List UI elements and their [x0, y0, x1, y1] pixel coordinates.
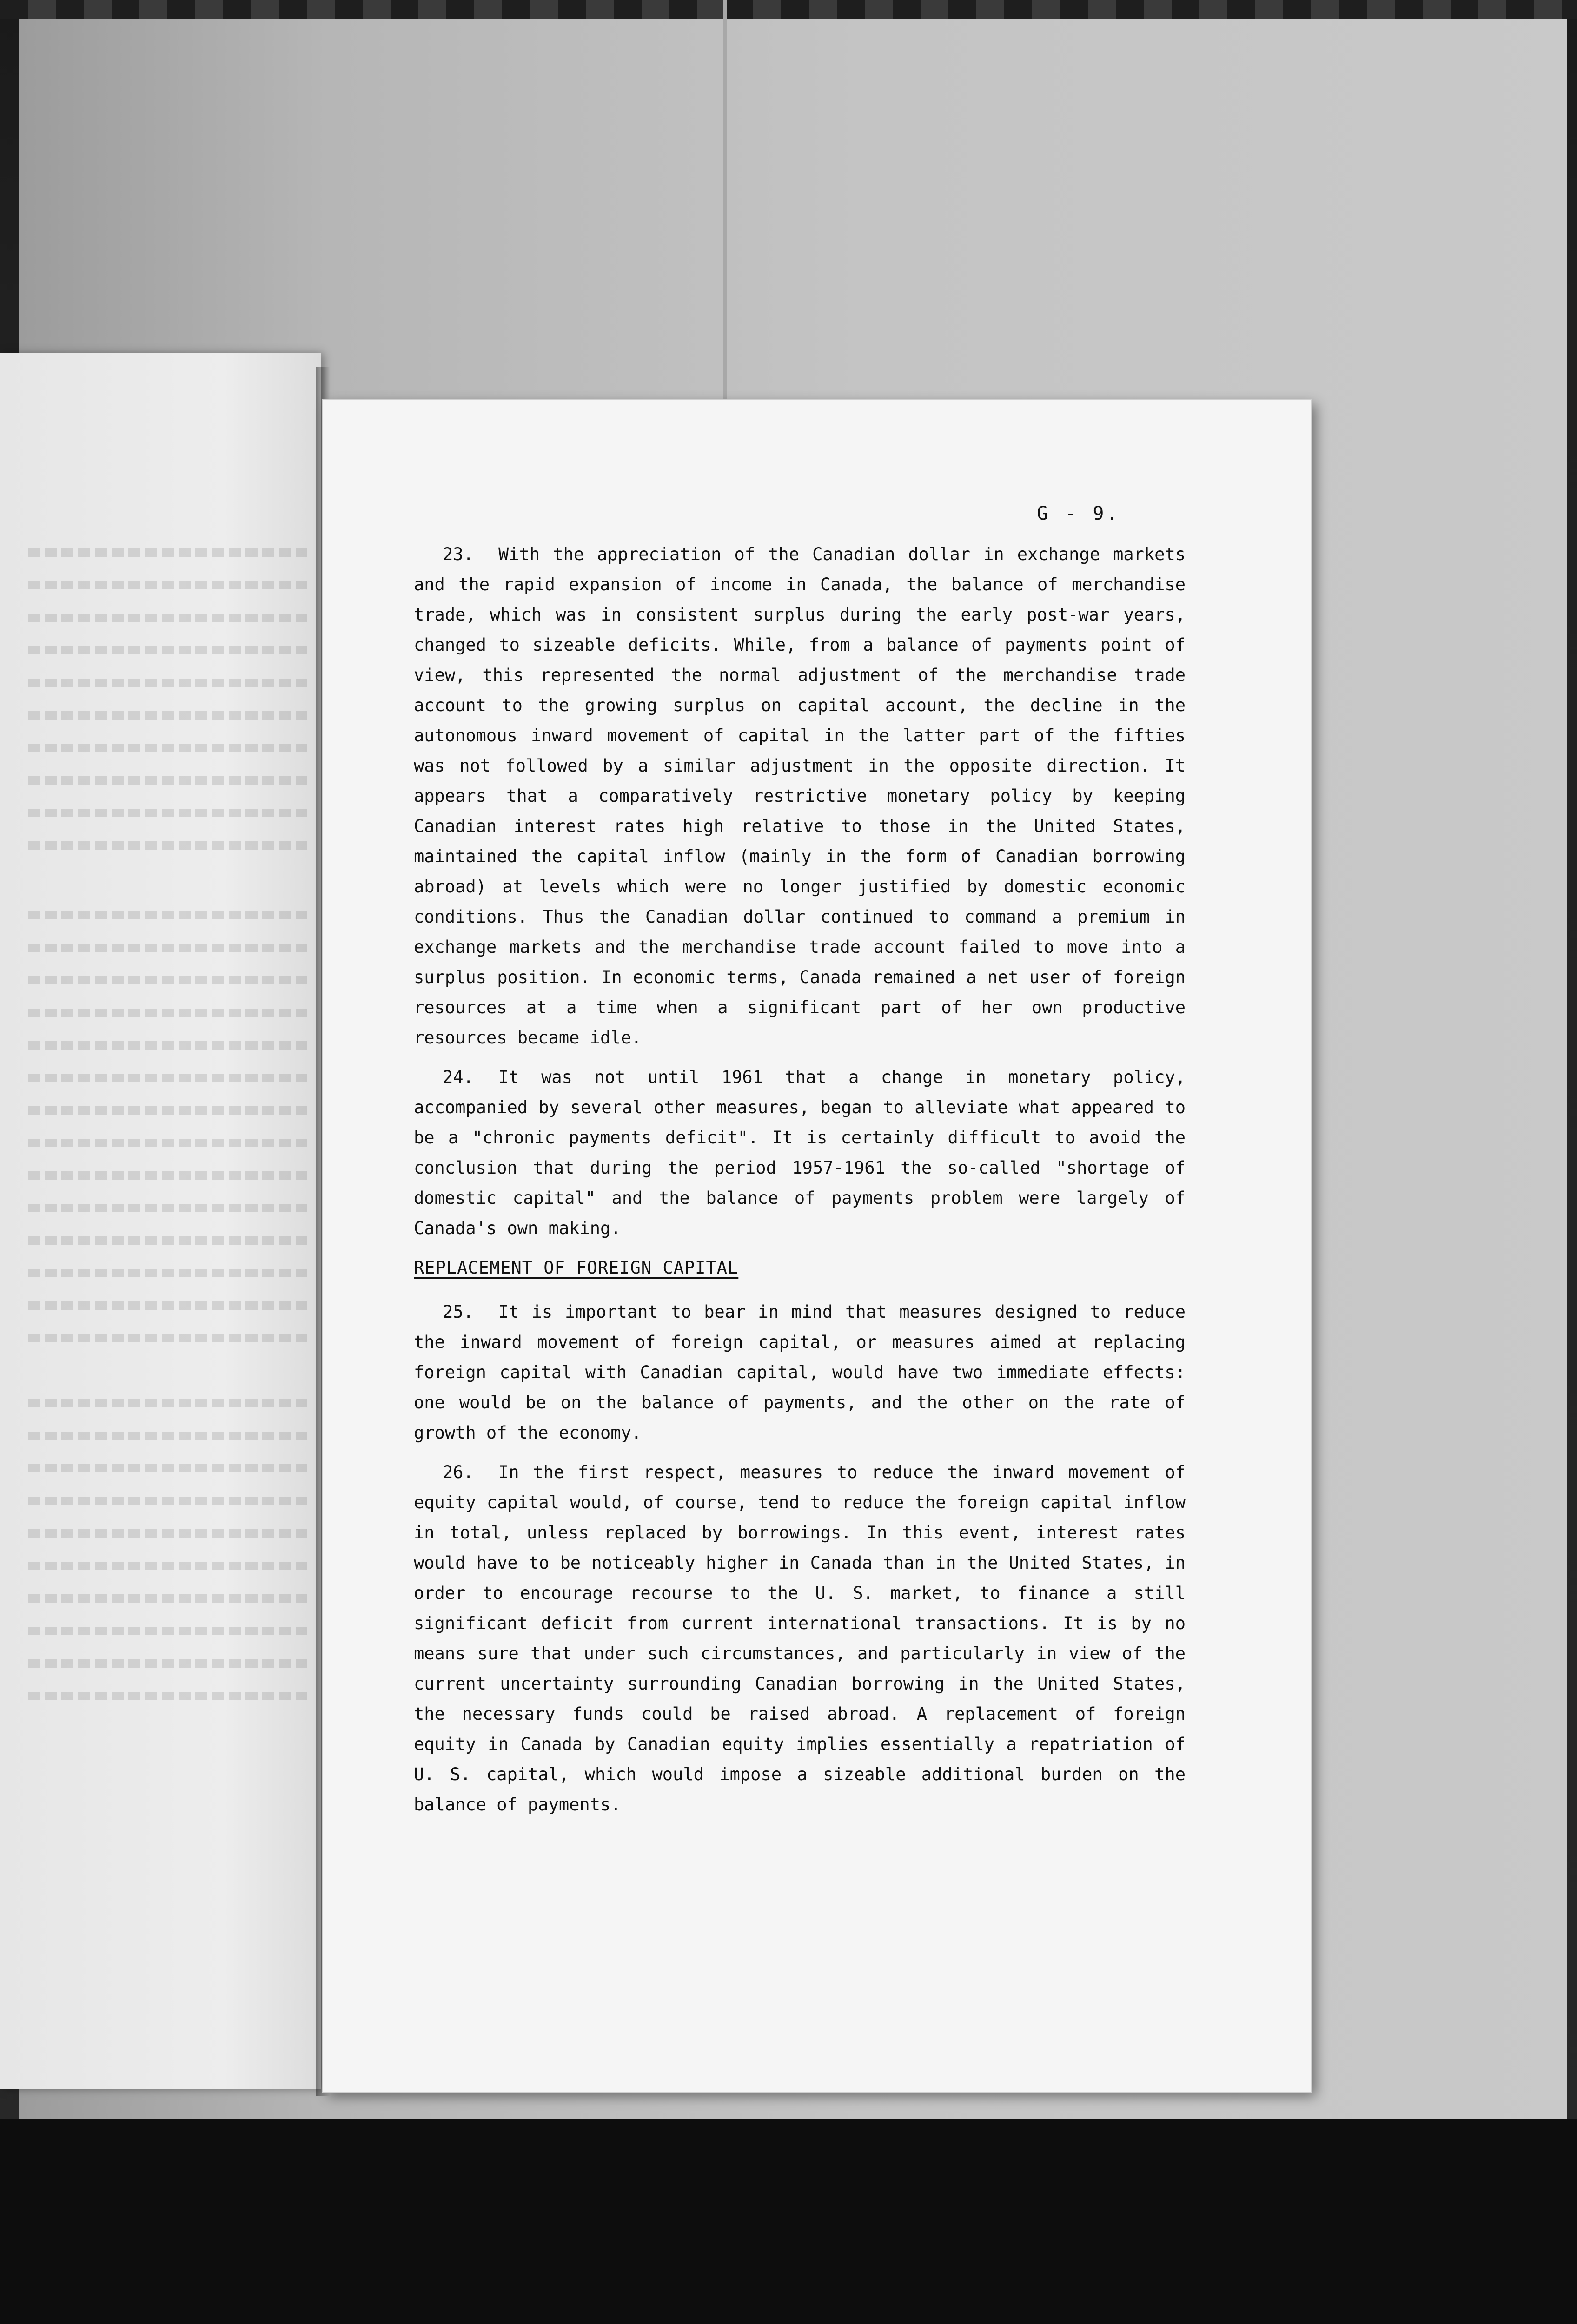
- bleed-through-line: [28, 944, 307, 952]
- bleed-through-line: [28, 1594, 307, 1603]
- bleed-through-line: [28, 1269, 307, 1277]
- bleed-through-line: [28, 1204, 307, 1212]
- paragraph-text: With the appreciation of the Canadian dollar in exchange markets and the rapid expansion of income in Canada, the balance of merchandise trade, which was in consistent surplus during the early post-war years, changed to sizeable deficits. While, from a balance of payments point of view, this represented the normal adjustment of the merchandise trade account to the growing surplus on capital account, the decline in the autonomous inward movement of capital in the latter part of the fifties was not followed by a similar adjustment in the opposite direction. It appears that a comparatively restrictive monetary policy by keeping Canadian interest rates high relative to those in the United States, maintained the capital inflow (mainly in the form of Canadian borrowing abroad) at levels which were no longer justified by domestic economic conditions. Thus the Canadian dollar continued to command a premium in exchange markets and the merchandise trade account failed to move into a surplus position. In economic terms, Canada remained a net user of foreign resources at a time when a significant part of her own productive resources became idle.: [414, 544, 1186, 1048]
- bleed-through-line: [28, 976, 307, 984]
- paragraph-number: 24.: [443, 1067, 474, 1087]
- underlying-page: [0, 353, 321, 2089]
- bleed-through-line: [28, 1301, 307, 1310]
- bleed-through-line: [28, 1529, 307, 1538]
- bleed-through-line: [28, 711, 307, 720]
- bleed-through-line: [28, 1074, 307, 1082]
- bleed-through-line: [28, 548, 307, 557]
- bleed-through-line: [28, 1692, 307, 1700]
- paragraph-text: It was not until 1961 that a change in monetary policy, accompanied by several other measures, began to alleviate what appeared to be a "chronic payments deficit". It is certainly difficult to avoid the conclusion that during the period 1957-1961 the so-called "shortage of domestic capital" and the balance of payments problem were largely of Canada's own making.: [414, 1067, 1186, 1238]
- bleed-through-line: [28, 1334, 307, 1342]
- bleed-through-line: [28, 646, 307, 654]
- bleed-through-line: [28, 1464, 307, 1472]
- paragraph-24: [414, 1062, 1186, 1243]
- bleed-through-line: [28, 911, 307, 919]
- bleed-through-line: [28, 1432, 307, 1440]
- bleed-through-line: [28, 1009, 307, 1017]
- paragraph-number: 25.: [443, 1302, 474, 1322]
- bleed-through-line: [28, 581, 307, 589]
- page-number: G - 9.: [1037, 503, 1121, 524]
- film-bottom-band: [0, 2119, 1577, 2324]
- bleed-through-line: [28, 614, 307, 622]
- bleed-through-line: [28, 841, 307, 850]
- bleed-through-line: [28, 1562, 307, 1570]
- bleed-through-line: [28, 1171, 307, 1180]
- paragraph-text: It is important to bear in mind that measures designed to reduce the inward movement of foreign capital, or measures aimed at replacing foreign capital with Canadian capital, would have two immediate effects: one would be on the balance of payments, and the other on the rate of growth of the economy.: [414, 1302, 1186, 1443]
- paragraph-number: 26.: [443, 1462, 474, 1482]
- bleed-through-line: [28, 1399, 307, 1407]
- bleed-through-line: [28, 809, 307, 817]
- paragraph-26: [414, 1457, 1186, 1820]
- bleed-through-line: [28, 1041, 307, 1050]
- paragraph-23: [414, 539, 1186, 1053]
- document-page: [323, 400, 1311, 2092]
- bleed-through-line: [28, 744, 307, 752]
- bleed-through-line: [28, 679, 307, 687]
- top-edge-strip: [0, 0, 1577, 19]
- paragraph-text: In the first respect, measures to reduce the inward movement of equity capital would, of course, tend to reduce the foreign capital inflow in total, unless replaced by borrowings. In this event, interest rates would have to be noticeably higher in Canada than in the United States, in order to encourage recourse to the U. S. market, to finance a still significant deficit from current international transactions. It is by no means sure that under such circumstances, and particularly in view of the current uncertainty surrounding Canadian borrowing in the United States, the necessary funds could be raised abroad. A replacement of foreign equity in Canada by Canadian equity implies essentially a repatriation of U. S. capital, which would impose a sizeable additional burden on the balance of payments.: [414, 1462, 1186, 1815]
- board-fold-line: [723, 0, 727, 418]
- paragraph-25: [414, 1297, 1186, 1448]
- bleed-through-line: [28, 1236, 307, 1245]
- bleed-through-line: [28, 1659, 307, 1668]
- bleed-through-line: [28, 776, 307, 785]
- bleed-through-line: [28, 1627, 307, 1635]
- bleed-through-line: [28, 1106, 307, 1115]
- section-heading: REPLACEMENT OF FOREIGN CAPITAL: [414, 1258, 739, 1278]
- paragraph-number: 23.: [443, 544, 474, 564]
- bleed-through-line: [28, 1139, 307, 1147]
- bleed-through-line: [28, 1497, 307, 1505]
- body-text: [414, 539, 1186, 1829]
